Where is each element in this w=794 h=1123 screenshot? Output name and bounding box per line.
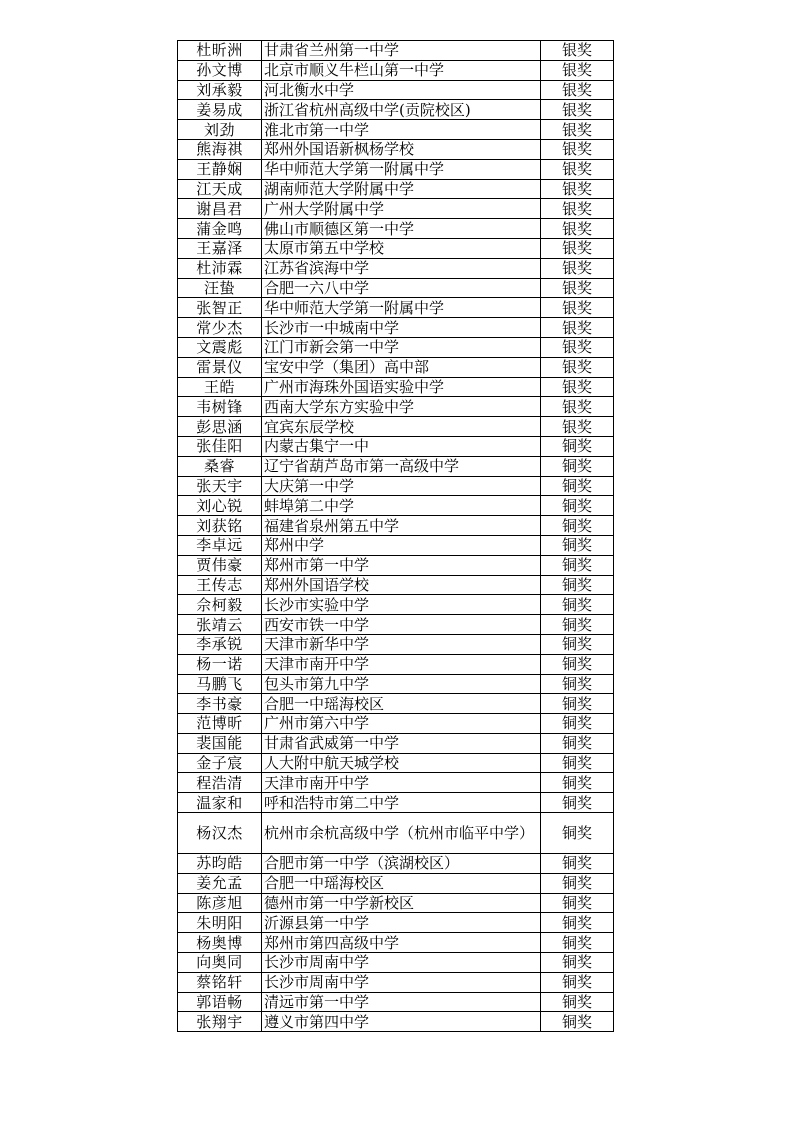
- student-name: 温家和: [178, 793, 262, 813]
- award-level: 银奖: [541, 179, 614, 199]
- award-level: 铜奖: [541, 516, 614, 536]
- school-name: 遵义市第四中学: [262, 1012, 541, 1032]
- table-row: [178, 694, 614, 714]
- award-level: 铜奖: [541, 813, 614, 854]
- award-level: 银奖: [541, 278, 614, 298]
- table-row: [178, 357, 614, 377]
- student-name: 汪蛰: [178, 278, 262, 298]
- student-name: 向奥同: [178, 953, 262, 973]
- student-name: 朱明阳: [178, 913, 262, 933]
- student-name: 佘柯毅: [178, 595, 262, 615]
- school-name: 内蒙古集宁一中: [262, 436, 541, 456]
- school-name: 呼和浩特市第二中学: [262, 793, 541, 813]
- school-name: 德州市第一中学新校区: [262, 893, 541, 913]
- table-row: [178, 893, 614, 913]
- award-level: 银奖: [541, 258, 614, 278]
- school-name: 华中师范大学第一附属中学: [262, 159, 541, 179]
- award-table: [177, 40, 614, 1032]
- table-row: [178, 41, 614, 61]
- award-level: 铜奖: [541, 555, 614, 575]
- award-level: 铜奖: [541, 615, 614, 635]
- student-name: 蒲金鸣: [178, 219, 262, 239]
- table-row: [178, 476, 614, 496]
- student-name: 杜沛霖: [178, 258, 262, 278]
- table-row: [178, 535, 614, 555]
- student-name: 刘心锐: [178, 496, 262, 516]
- student-name: 苏昀皓: [178, 854, 262, 874]
- school-name: 华中师范大学第一附属中学: [262, 298, 541, 318]
- school-name: 郑州中学: [262, 535, 541, 555]
- table-row: [178, 417, 614, 437]
- award-level: 银奖: [541, 60, 614, 80]
- table-row: [178, 456, 614, 476]
- student-name: 刘劲: [178, 120, 262, 140]
- award-level: 银奖: [541, 298, 614, 318]
- student-name: 李承锐: [178, 634, 262, 654]
- table-row: [178, 575, 614, 595]
- award-level: 铜奖: [541, 1012, 614, 1032]
- school-name: 长沙市一中城南中学: [262, 318, 541, 338]
- student-name: 杨一诺: [178, 654, 262, 674]
- table-row: [178, 634, 614, 654]
- award-level: 铜奖: [541, 972, 614, 992]
- table-row: [178, 773, 614, 793]
- school-name: 杭州市余杭高级中学（杭州市临平中学）: [262, 813, 541, 854]
- school-name: 浙江省杭州高级中学(贡院校区): [262, 100, 541, 120]
- award-level: 银奖: [541, 100, 614, 120]
- table-row: [178, 793, 614, 813]
- award-level: 铜奖: [541, 913, 614, 933]
- table-row: [178, 318, 614, 338]
- school-name: 广州市第六中学: [262, 714, 541, 734]
- school-name: 郑州外国语学校: [262, 575, 541, 595]
- school-name: 清远市第一中学: [262, 992, 541, 1012]
- student-name: 杨奥博: [178, 933, 262, 953]
- table-row: [178, 278, 614, 298]
- award-level: 铜奖: [541, 933, 614, 953]
- table-row: [178, 654, 614, 674]
- student-name: 贾伟豪: [178, 555, 262, 575]
- award-level: 铜奖: [541, 733, 614, 753]
- school-name: 宜宾东辰学校: [262, 417, 541, 437]
- award-level: 银奖: [541, 199, 614, 219]
- award-level: 铜奖: [541, 854, 614, 874]
- school-name: 大庆第一中学: [262, 476, 541, 496]
- table-row: [178, 992, 614, 1012]
- school-name: 河北衡水中学: [262, 80, 541, 100]
- school-name: 太原市第五中学校: [262, 238, 541, 258]
- student-name: 陈彦旭: [178, 893, 262, 913]
- school-name: 天津市南开中学: [262, 773, 541, 793]
- award-level: 铜奖: [541, 753, 614, 773]
- table-row: [178, 753, 614, 773]
- student-name: 文震彪: [178, 337, 262, 357]
- table-row: [178, 120, 614, 140]
- table-row: [178, 972, 614, 992]
- student-name: 孙文博: [178, 60, 262, 80]
- student-name: 江天成: [178, 179, 262, 199]
- school-name: 郑州外国语新枫杨学校: [262, 139, 541, 159]
- student-name: 张佳阳: [178, 436, 262, 456]
- table-row: [178, 139, 614, 159]
- table-row: [178, 714, 614, 734]
- school-name: 长沙市周南中学: [262, 972, 541, 992]
- award-level: 银奖: [541, 159, 614, 179]
- table-row: [178, 813, 614, 854]
- table-row: [178, 179, 614, 199]
- school-name: 甘肃省武威第一中学: [262, 733, 541, 753]
- award-level: 银奖: [541, 397, 614, 417]
- table-row: [178, 199, 614, 219]
- award-level: 铜奖: [541, 634, 614, 654]
- student-name: 张智正: [178, 298, 262, 318]
- table-row: [178, 496, 614, 516]
- student-name: 王传志: [178, 575, 262, 595]
- table-row: [178, 219, 614, 239]
- table-row: [178, 933, 614, 953]
- award-level: 铜奖: [541, 496, 614, 516]
- school-name: 合肥一中瑶海校区: [262, 694, 541, 714]
- school-name: 福建省泉州第五中学: [262, 516, 541, 536]
- table-row: [178, 555, 614, 575]
- award-level: 铜奖: [541, 436, 614, 456]
- award-level: 铜奖: [541, 476, 614, 496]
- school-name: 蚌埠第二中学: [262, 496, 541, 516]
- award-level: 银奖: [541, 318, 614, 338]
- school-name: 佛山市顺德区第一中学: [262, 219, 541, 239]
- student-name: 马鹏飞: [178, 674, 262, 694]
- school-name: 宝安中学（集团）高中部: [262, 357, 541, 377]
- award-level: 铜奖: [541, 873, 614, 893]
- award-level: 铜奖: [541, 456, 614, 476]
- student-name: 杨汉杰: [178, 813, 262, 854]
- school-name: 郑州市第四高级中学: [262, 933, 541, 953]
- school-name: 人大附中航天城学校: [262, 753, 541, 773]
- school-name: 甘肃省兰州第一中学: [262, 41, 541, 61]
- student-name: 韦树锋: [178, 397, 262, 417]
- award-level: 铜奖: [541, 575, 614, 595]
- student-name: 范博昕: [178, 714, 262, 734]
- table-row: [178, 674, 614, 694]
- student-name: 姜易成: [178, 100, 262, 120]
- school-name: 包头市第九中学: [262, 674, 541, 694]
- school-name: 天津市新华中学: [262, 634, 541, 654]
- school-name: 江苏省滨海中学: [262, 258, 541, 278]
- table-row: [178, 595, 614, 615]
- award-level: 铜奖: [541, 953, 614, 973]
- student-name: 刘获铭: [178, 516, 262, 536]
- table-row: [178, 258, 614, 278]
- award-level: 铜奖: [541, 893, 614, 913]
- student-name: 常少杰: [178, 318, 262, 338]
- award-level: 铜奖: [541, 992, 614, 1012]
- student-name: 裴国能: [178, 733, 262, 753]
- award-level: 银奖: [541, 357, 614, 377]
- school-name: 北京市顺义牛栏山第一中学: [262, 60, 541, 80]
- table-row: [178, 60, 614, 80]
- award-level: 铜奖: [541, 535, 614, 555]
- student-name: 王皓: [178, 377, 262, 397]
- table-row: [178, 337, 614, 357]
- school-name: 淮北市第一中学: [262, 120, 541, 140]
- table-row: [178, 377, 614, 397]
- award-level: 铜奖: [541, 694, 614, 714]
- table-row: [178, 80, 614, 100]
- table-row: [178, 159, 614, 179]
- student-name: 金子宸: [178, 753, 262, 773]
- award-level: 银奖: [541, 219, 614, 239]
- school-name: 沂源县第一中学: [262, 913, 541, 933]
- school-name: 西南大学东方实验中学: [262, 397, 541, 417]
- table-row: [178, 873, 614, 893]
- award-level: 银奖: [541, 238, 614, 258]
- table-row: [178, 733, 614, 753]
- table-row: [178, 238, 614, 258]
- table-row: [178, 1012, 614, 1032]
- student-name: 杜昕洲: [178, 41, 262, 61]
- award-level: 铜奖: [541, 773, 614, 793]
- award-level: 银奖: [541, 337, 614, 357]
- school-name: 合肥一六八中学: [262, 278, 541, 298]
- table-row: [178, 397, 614, 417]
- student-name: 程浩清: [178, 773, 262, 793]
- table-row: [178, 516, 614, 536]
- school-name: 广州大学附属中学: [262, 199, 541, 219]
- award-level: 银奖: [541, 80, 614, 100]
- table-row: [178, 298, 614, 318]
- award-table-body: [178, 41, 614, 1032]
- award-level: 铜奖: [541, 674, 614, 694]
- student-name: 张翔宇: [178, 1012, 262, 1032]
- award-level: 铜奖: [541, 654, 614, 674]
- award-level: 银奖: [541, 139, 614, 159]
- school-name: 湖南师范大学附属中学: [262, 179, 541, 199]
- student-name: 刘承毅: [178, 80, 262, 100]
- school-name: 合肥市第一中学（滨湖校区）: [262, 854, 541, 874]
- award-level: 银奖: [541, 41, 614, 61]
- table-row: [178, 854, 614, 874]
- school-name: 长沙市实验中学: [262, 595, 541, 615]
- student-name: 姜允孟: [178, 873, 262, 893]
- student-name: 郭语畅: [178, 992, 262, 1012]
- student-name: 张天宇: [178, 476, 262, 496]
- table-row: [178, 436, 614, 456]
- student-name: 王嘉泽: [178, 238, 262, 258]
- table-row: [178, 615, 614, 635]
- student-name: 谢昌君: [178, 199, 262, 219]
- school-name: 郑州市第一中学: [262, 555, 541, 575]
- table-row: [178, 100, 614, 120]
- award-level: 银奖: [541, 120, 614, 140]
- student-name: 王静娴: [178, 159, 262, 179]
- student-name: 熊海祺: [178, 139, 262, 159]
- student-name: 雷景仪: [178, 357, 262, 377]
- school-name: 西安市铁一中学: [262, 615, 541, 635]
- table-row: [178, 953, 614, 973]
- student-name: 张靖云: [178, 615, 262, 635]
- student-name: 李卓远: [178, 535, 262, 555]
- student-name: 李书豪: [178, 694, 262, 714]
- school-name: 辽宁省葫芦岛市第一高级中学: [262, 456, 541, 476]
- table-row: [178, 913, 614, 933]
- award-level: 银奖: [541, 417, 614, 437]
- award-level: 铜奖: [541, 793, 614, 813]
- school-name: 长沙市周南中学: [262, 953, 541, 973]
- award-level: 铜奖: [541, 595, 614, 615]
- award-level: 铜奖: [541, 714, 614, 734]
- school-name: 江门市新会第一中学: [262, 337, 541, 357]
- school-name: 天津市南开中学: [262, 654, 541, 674]
- student-name: 桑睿: [178, 456, 262, 476]
- school-name: 合肥一中瑶海校区: [262, 873, 541, 893]
- school-name: 广州市海珠外国语实验中学: [262, 377, 541, 397]
- student-name: 彭思涵: [178, 417, 262, 437]
- award-level: 银奖: [541, 377, 614, 397]
- student-name: 蔡铭轩: [178, 972, 262, 992]
